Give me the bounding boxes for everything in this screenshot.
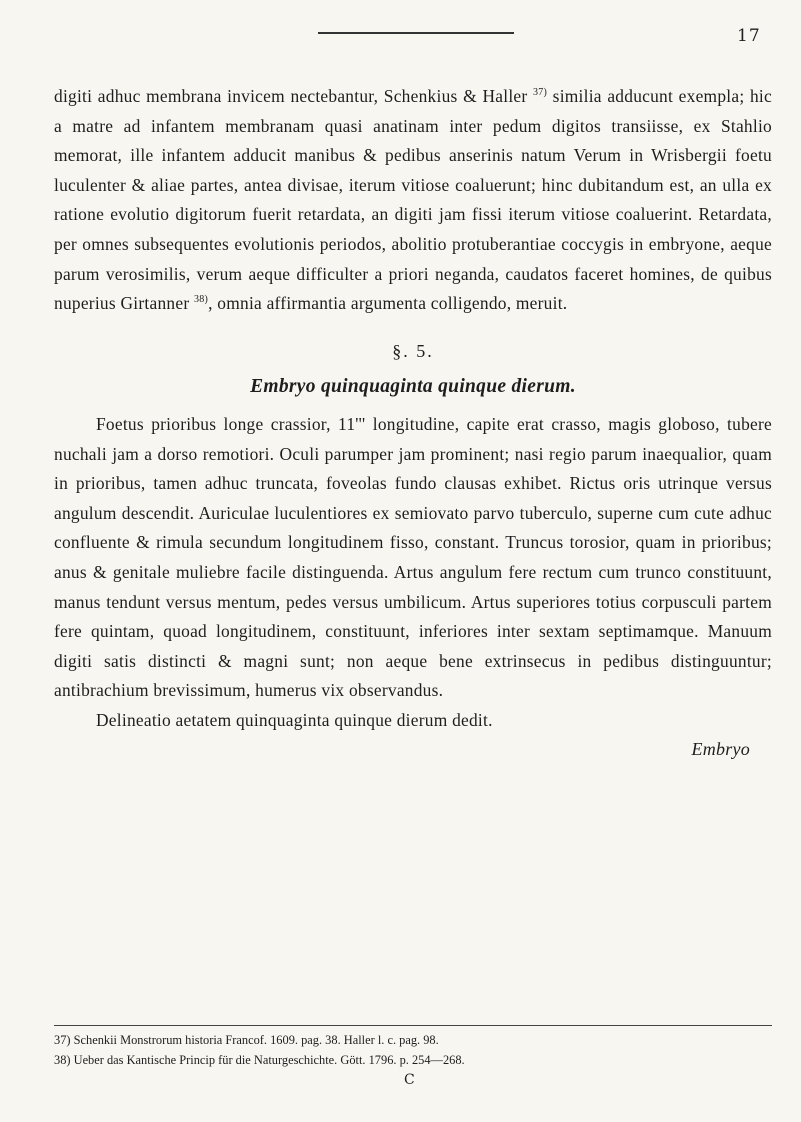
header-rule (318, 32, 514, 34)
footnote-ref-38: 38) (193, 294, 209, 306)
footnote-ref-37: 37) (533, 87, 548, 99)
text-segment: digiti adhuc membrana invicem nectebantur, Schenkius & Haller (54, 86, 528, 106)
section-title: Embryo quinquaginta quinque dierum. (250, 376, 576, 398)
paragraph-1 (54, 82, 772, 319)
section-mark: §. 5. (392, 340, 434, 361)
page-number: 17 (737, 26, 761, 46)
footnote-rule (54, 1025, 772, 1026)
catchword: Embryo (691, 739, 750, 760)
text-segment: similia adducunt exempla; hic a matre ad infantem membranam quasi anatinam inter pedum digitos transiisse, ex Stahlio memorat, ille infantem adducit manibus & pedibus anserinis natum Verum in Wrisbergii foetu luculenter & aliae partes, antea divisae, iterum vitiose coaluerunt; hinc dubitandum est, an ulla ex ratione evolutio digitorum fuerit retardata, an digiti jam fissi iterum vitiose coaluerint. Retardata, per omnes subsequentes evolutionis periodos, abolitio protuberantiae coccygis in embryone, aeque parum verosimilis, verum aeque difficulter a priori neganda, caudatos faceret homines, de quibus nuperius Girtanner (54, 86, 772, 314)
footnotes (54, 1030, 784, 1070)
footnote-38: 38) Ueber das Kantische Princip für die Naturgeschichte. Gött. 1796. p. 254—268. (54, 1053, 465, 1067)
text-segment: , omnia affirmantia argumenta colligendo, meruit. (208, 293, 568, 314)
paragraph-3: Delineatio aetatem quinquaginta quinque dierum dedit. (96, 709, 493, 730)
signature-mark: C (404, 1072, 415, 1088)
paragraph-2: Foetus prioribus longe crassior, 11''' longitudine, capite erat crasso, magis globoso, tubere nuchali jam a dorso remotiori. Oculi parumper jam prominent; nasi regio parum inaequalior, quam in prioribus, tamen adhuc truncata, foveolas fundo clausas exhibet. Rictus oris utrinque versus angulum descendit. Auriculae luculentiores ex semiovato parvo tuberculo, superne cum cute adhuc confluente & rimula secundum longitudinem fisso, constant. Truncus torosior, quam in prioribus; anus & genitale muliebre facile distinguenda. Artus angulum fere rectum cum trunco constituunt, manus tendunt versus mentum, pedes versus umbilicum. Artus superiores totius corpusculi partem fere quintam, quoad longitudinem, constituunt, inferiores inter sextam septimamque. Manuum digiti satis distincti & magni sunt; non aeque bene extrinsecus in pedibus distinguuntur; antibrachium brevissimum, humerus vix observandus. (54, 413, 772, 701)
main-text (54, 82, 772, 765)
footnote-37: 37) Schenkii Monstrorum historia Francof. 1609. pag. 38. Haller l. c. pag. 98. (54, 1033, 439, 1047)
